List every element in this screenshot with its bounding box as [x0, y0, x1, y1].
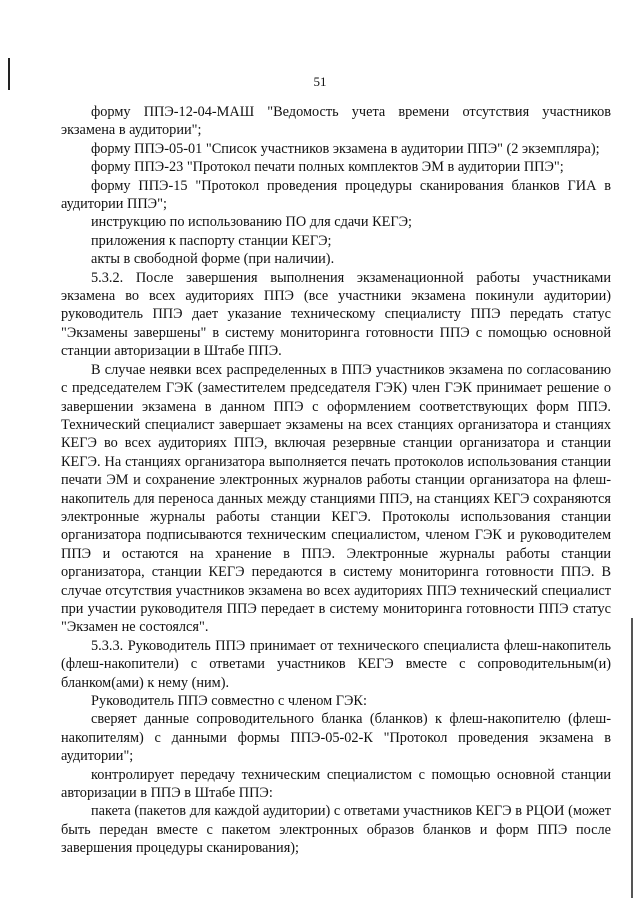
paragraph-answer-package: пакета (пакетов для каждой аудитории) с ответами участников КЕГЭ в РЦОИ (может быть передан вместе с пакетом электронных образов бланков и форм ППЭ после завершения процедуры сканирования); [61, 803, 611, 857]
paragraph-form-ppe-15: форму ППЭ-15 "Протокол проведения процедуры сканирования бланков ГИА в аудитории ППЭ"; [61, 177, 611, 213]
paragraph-form-ppe-05-01: форму ППЭ-05-01 "Список участников экзамена в аудитории ППЭ" (2 экземпляра); [91, 140, 600, 157]
paragraph-form-ppe-23: форму ППЭ-23 "Протокол печати полных комплектов ЭМ в аудитории ППЭ"; [91, 159, 564, 176]
page-number: 51 [313, 74, 327, 89]
paragraph-free-form-acts: акты в свободной форме (при наличии). [91, 251, 335, 268]
document-body [61, 103, 611, 858]
paragraph-section-5-3-3: 5.3.3. Руководитель ППЭ принимает от технического специалиста флеш-накопитель (флеш-накопители) с ответами участников КЕГЭ вместе с сопроводительным(и) бланком(ами) к нему (ним). [61, 637, 611, 691]
paragraph-verify-forms: сверяет данные сопроводительного бланка (бланков) к флеш-накопителю (флеш-накопителям) с данными формы ППЭ-05-02-К "Протокол проведения экзамена в аудитории"; [61, 711, 611, 765]
paragraph-software-instruction: инструкцию по использованию ПО для сдачи КЕГЭ; [91, 214, 413, 231]
paragraph-head-with-gek: Руководитель ППЭ совместно с членом ГЭК: [91, 693, 367, 709]
paragraph-control-transfer: контролирует передачу техническим специалистом с помощью основной станции авторизации в ППЭ в Штабе ППЭ: [61, 766, 611, 802]
scan-edge-mark-right [631, 618, 633, 898]
paragraph-form-ppe-12-04: форму ППЭ-12-04-МАШ "Ведомость учета времени отсутствия участников экзамена в аудитории"; [61, 104, 611, 139]
paragraph-no-show-case: В случае неявки всех распределенных в ППЭ участников экзамена по согласованию с председателем ГЭК (заместителем председателя ГЭК) член ГЭК принимает решение о завершении экзамена в данном ППЭ с оформлением соответствующих форм ППЭ. Технический специалист завершает экзамены на всех станциях организатора и станциях КЕГЭ во всех аудиториях ППЭ, включая резервные станции организатора и станции КЕГЭ. На станциях организатора выполняется печать протоколов использования станции печати ЭМ и сохранение электронных журналов работы станции организатора на флеш-накопитель для переноса данных между станциями ППЭ, на станциях КЕГЭ сохраняются электронные журналы работы станции КЕГЭ. Протоколы использования станции организатора подписываются техническим специалистом, членом ГЭК и руководителем ППЭ и остаются на хранение в ППЭ. Электронные журналы работы станции организатора, станции КЕГЭ передаются в систему мониторинга готовности ППЭ. В случае отсутствия участников экзамена во всех аудиториях ППЭ технический специалист при участии руководителя ППЭ передает в систему мониторинга готовности ППЭ статус "Экзамен не состоялся". [61, 361, 611, 636]
paragraph-station-passport: приложения к паспорту станции КЕГЭ; [91, 232, 332, 249]
paragraph-section-5-3-2: 5.3.2. После завершения выполнения экзаменационной работы участниками экзамена во всех аудиториях ППЭ (все участники экзамена покинули аудитории) руководитель ППЭ дает указание техническому специалисту ППЭ передать статус "Экзамены завершены" в систему мониторинга готовности ППЭ с помощью основной станции авторизации в Штабе ППЭ. [61, 269, 611, 360]
